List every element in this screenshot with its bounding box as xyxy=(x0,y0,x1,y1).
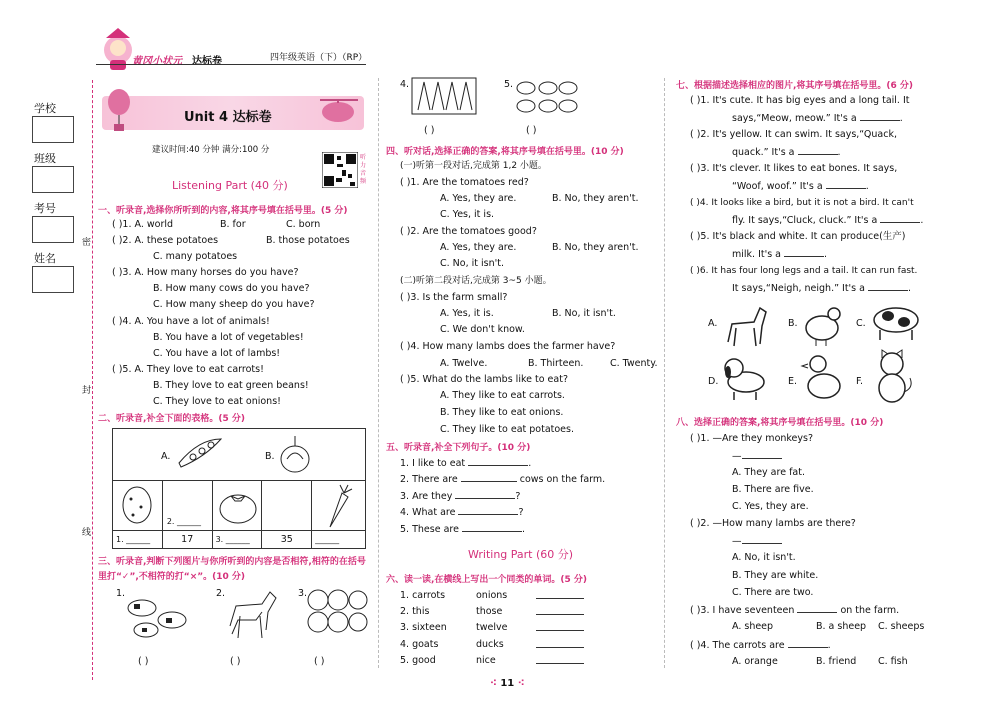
page-ornament-right: ⁖ xyxy=(514,678,525,689)
s7-blank-1[interactable] xyxy=(860,112,900,121)
dog-icon xyxy=(720,352,770,402)
s8-q1: ( )1. —Are they monkeys? xyxy=(690,433,814,444)
s1-q3-c: C. How many sheep do you have? xyxy=(153,299,315,310)
s4-q2-b: B. No, they aren't. xyxy=(552,242,639,253)
cow-icon xyxy=(868,302,922,342)
section5-heading: 五、听录音,补全下列句子。(10 分) xyxy=(386,443,531,453)
s6-c1-5: 5. good xyxy=(400,655,436,666)
horses-picture xyxy=(222,586,282,644)
s8-q3-b: B. a sheep xyxy=(816,621,867,632)
s3-answer-3[interactable]: ( ) xyxy=(314,656,325,667)
s7-line-12: It says,“Neigh, neigh.” It's a . xyxy=(732,283,912,294)
s8-q1-c: C. Yes, they are. xyxy=(732,501,809,512)
s6-blank-5[interactable] xyxy=(536,655,584,664)
page-ornament-left: ⁖ xyxy=(490,678,501,689)
s7-blank-5[interactable] xyxy=(784,248,824,257)
seal-char-3: 线 xyxy=(82,528,92,538)
s1-q5: ( )5. A. They love to eat carrots! xyxy=(112,364,264,375)
s8-q2: ( )2. —How many lambs are there? xyxy=(690,518,856,529)
label-b: B. xyxy=(265,451,275,462)
s6-c2-1: onions xyxy=(476,590,508,601)
column-divider-1 xyxy=(378,78,379,668)
s4-q2: ( )2. Are the tomatoes good? xyxy=(400,226,537,237)
s7-line-8: fly. It says,“Cluck, cluck.” It's a . xyxy=(732,215,924,226)
s7-line-10: milk. It's a . xyxy=(732,249,828,260)
section1-heading: 一、听录音,选择你所听到的内容,将其序号填在括号里。(5 分) xyxy=(98,206,348,216)
s3-answer-2[interactable]: ( ) xyxy=(230,656,241,667)
s1-q3: ( )3. A. How many horses do you have? xyxy=(112,267,299,278)
section2-heading: 二、听录音,补全下面的表格。(5 分) xyxy=(98,414,246,424)
s8-q2-b: B. They are white. xyxy=(732,570,819,581)
animal-label-d: D. xyxy=(708,376,719,387)
s8-q3-c: C. sheeps xyxy=(878,621,925,632)
cell-blank-2[interactable] xyxy=(162,481,212,531)
s8-q4-c: C. fish xyxy=(878,656,908,667)
s3-answer-5[interactable]: ( ) xyxy=(526,125,537,136)
section6-heading: 六、读一读,在横线上写出一个同类的单词。(5 分) xyxy=(386,575,588,585)
s5-blank-4[interactable] xyxy=(458,506,518,515)
cell-blank-4 xyxy=(262,481,312,531)
page-number-text: 11 xyxy=(500,678,515,689)
s4-q4-b: B. Thirteen. xyxy=(528,358,584,369)
exam-number-label: 考号 xyxy=(34,202,56,215)
s4-q5-c: C. They like to eat potatoes. xyxy=(440,424,574,435)
name-field[interactable] xyxy=(32,266,74,293)
s8-blank-4[interactable] xyxy=(788,639,828,648)
school-field[interactable] xyxy=(32,116,74,143)
s6-c1-1: 1. carrots xyxy=(400,590,446,601)
s5-line-4: 4. What are ? xyxy=(400,507,524,518)
carrots-picture xyxy=(410,76,478,118)
s3-num-1: 1. xyxy=(116,588,126,599)
class-field[interactable] xyxy=(32,166,74,193)
s1-q4-c: C. You have a lot of lambs! xyxy=(153,348,281,359)
s5-line-5: 5. These are . xyxy=(400,524,525,535)
s6-c2-2: those xyxy=(476,606,503,617)
s3-num-3: 3. xyxy=(298,588,308,599)
s8-q1-a: A. They are fat. xyxy=(732,467,805,478)
section8-heading: 八、选择正确的答案,将其序号填在括号里。(10 分) xyxy=(676,418,884,428)
s4-q4-a: A. Twelve. xyxy=(440,358,488,369)
s8-q3: ( )3. I have seventeen on the farm. xyxy=(690,605,900,616)
table-answer-2: 2. ______ xyxy=(166,517,202,526)
balloon-icon xyxy=(106,88,132,132)
green-bean-icon xyxy=(175,435,225,469)
s1-q4-b: B. You have a lot of vegetables! xyxy=(153,332,304,343)
s6-blank-3[interactable] xyxy=(536,622,584,631)
onion-icon xyxy=(277,433,313,475)
column-divider-2 xyxy=(664,78,665,668)
s3-answer-4[interactable]: ( ) xyxy=(424,125,435,136)
s5-blank-1[interactable] xyxy=(468,457,528,466)
time-score: 建议时间:40 分钟 满分:100 分 xyxy=(152,145,270,155)
table-answer-3[interactable]: 3. ______ xyxy=(212,531,262,549)
tomatoes-picture xyxy=(304,588,368,634)
logo-text: 黄冈小状元 xyxy=(132,56,182,67)
s4-part1: (一)听第一段对话,完成第 1,2 小题。 xyxy=(400,161,547,171)
s4-q2-a: A. Yes, they are. xyxy=(440,242,517,253)
horse-icon xyxy=(722,302,770,348)
cat-icon xyxy=(868,348,914,404)
s8-q2-c: C. There are two. xyxy=(732,587,814,598)
animal-label-c: C. xyxy=(856,318,866,329)
s3-answer-1[interactable]: ( ) xyxy=(138,656,149,667)
s8-q1-dash: — xyxy=(732,450,782,463)
s6-c2-4: ducks xyxy=(476,639,504,650)
s4-q3-a: A. Yes, it is. xyxy=(440,308,494,319)
s7-line-1: ( )1. It's cute. It has big eyes and a long tail. It xyxy=(690,95,910,106)
s8-q1-b: B. There are five. xyxy=(732,484,814,495)
tomato-icon xyxy=(217,487,259,525)
s4-part2: (二)听第二段对话,完成第 3~5 小题。 xyxy=(400,276,552,286)
s3-num-4: 4. xyxy=(400,79,410,90)
section7-heading: 七、根据描述选择相应的图片,将其序号填在括号里。(6 分) xyxy=(676,81,914,91)
seal-char-2: 封 xyxy=(82,386,92,396)
grade-label: 四年级英语（下）（RP） xyxy=(270,53,368,63)
unit-title: Unit 4 达标卷 xyxy=(184,110,272,125)
s4-q5-b: B. They like to eat onions. xyxy=(440,407,564,418)
cows-picture xyxy=(122,590,194,642)
s1-q5-c: C. They love to eat onions! xyxy=(153,396,281,407)
qr-code-icon xyxy=(322,152,358,188)
s4-q1-c: C. Yes, it is. xyxy=(440,209,495,220)
s4-q5-a: A. They like to eat carrots. xyxy=(440,390,565,401)
potato-icon xyxy=(119,485,155,525)
school-label: 学校 xyxy=(34,102,56,115)
s4-q1-a: A. Yes, they are. xyxy=(440,193,517,204)
s1-q2-b: B. those potatoes xyxy=(266,235,350,246)
table-value-17: 17 xyxy=(162,531,212,549)
s6-c2-5: nice xyxy=(476,655,496,666)
s6-c2-3: twelve xyxy=(476,622,508,633)
s6-c1-4: 4. goats xyxy=(400,639,439,650)
table-answer-1[interactable]: 1. ______ xyxy=(113,531,163,549)
s8-q2-dash: — xyxy=(732,535,782,548)
s4-q3: ( )3. Is the farm small? xyxy=(400,292,508,303)
potato-cell xyxy=(113,481,163,531)
s8-q4-b: B. friend xyxy=(816,656,857,667)
s6-blank-1[interactable] xyxy=(536,590,584,599)
s7-line-6: “Woof, woof.” It's a . xyxy=(732,181,869,192)
s4-q5: ( )5. What do the lambs like to eat? xyxy=(400,374,568,385)
section3-heading-text: 三、听录音,判断下列图片与你所听到的内容是否相符,相符的在括号里打“✓”,不相符的打“×”。(10 分) xyxy=(98,557,366,582)
carrot-icon xyxy=(322,483,356,529)
s5-line-1: 1. I like to eat . xyxy=(400,458,532,469)
qr-note: 听力音频 xyxy=(360,154,367,185)
table-value-35: 35 xyxy=(262,531,312,549)
table-top-row xyxy=(113,429,366,481)
animal-label-f: F. xyxy=(856,376,863,387)
seal-char-1: 密 xyxy=(82,238,92,248)
s4-q3-b: B. No, it isn't. xyxy=(552,308,616,319)
s3-num-2: 2. xyxy=(216,588,226,599)
s4-q4: ( )4. How many lambs does the farmer have? xyxy=(400,341,616,352)
s5-blank-2[interactable] xyxy=(461,473,517,482)
section3-heading xyxy=(98,555,370,585)
s6-c1-3: 3. sixteen xyxy=(400,622,447,633)
animal-label-e: E. xyxy=(788,376,798,387)
class-label: 班级 xyxy=(34,152,56,165)
exam-number-field[interactable] xyxy=(32,216,74,243)
hen-icon xyxy=(800,302,846,348)
s8-q3-a: A. sheep xyxy=(732,621,774,632)
s4-q1: ( )1. Are the tomatoes red? xyxy=(400,177,529,188)
animal-label-b: B. xyxy=(788,318,798,329)
table-answer-4[interactable]: ______ xyxy=(312,531,366,549)
vegetable-table xyxy=(112,428,366,549)
s1-q1: ( )1. A. world xyxy=(112,219,174,230)
s8-blank-1[interactable] xyxy=(742,450,782,459)
s1-q2: ( )2. A. these potatoes xyxy=(112,235,219,246)
s7-blank-3[interactable] xyxy=(826,180,866,189)
listening-title: Listening Part (40 分) xyxy=(172,179,288,192)
s6-blank-4[interactable] xyxy=(536,639,584,648)
s1-q5-b: B. They love to eat green beans! xyxy=(153,380,309,391)
s4-q4-c: C. Twenty. xyxy=(610,358,658,369)
s1-q3-b: B. How many cows do you have? xyxy=(153,283,310,294)
s7-line-3: ( )2. It's yellow. It can swim. It says,“Quack, xyxy=(690,129,897,140)
s6-blank-2[interactable] xyxy=(536,606,584,615)
s6-c1-2: 2. this xyxy=(400,606,430,617)
label-a: A. xyxy=(161,451,171,462)
s5-line-2: 2. There are cows on the farm. xyxy=(400,474,606,485)
s8-q2-a: A. No, it isn't. xyxy=(732,552,796,563)
s1-q4: ( )4. A. You have a lot of animals! xyxy=(112,316,270,327)
s7-blank-4[interactable] xyxy=(880,214,920,223)
helicopter-icon xyxy=(316,94,362,128)
tomato-cell xyxy=(212,481,262,531)
section4-heading: 四、听对话,选择正确的答案,将其序号填在括号里。(10 分) xyxy=(386,147,624,157)
s5-blank-5[interactable] xyxy=(462,523,522,532)
s3-num-5: 5. xyxy=(504,79,514,90)
s7-line-4: quack.” It's a . xyxy=(732,147,841,158)
s4-q1-b: B. No, they aren't. xyxy=(552,193,639,204)
name-label: 姓名 xyxy=(34,252,56,265)
lambs-picture xyxy=(512,76,580,118)
header-rule xyxy=(96,64,366,65)
s4-q2-c: C. No, it isn't. xyxy=(440,258,504,269)
s8-blank-3[interactable] xyxy=(797,604,837,613)
s7-line-5: ( )3. It's clever. It likes to eat bones. It says, xyxy=(690,163,898,174)
page-number xyxy=(490,678,525,689)
s5-blank-3[interactable] xyxy=(455,490,515,499)
s7-line-11: ( )6. It has four long legs and a tail. It can run fast. xyxy=(690,266,918,276)
carrot-cell xyxy=(312,481,366,531)
s1-q2-c: C. many potatoes xyxy=(153,251,238,262)
s7-line-7: ( )4. It looks like a bird, but it is not a bird. It can't xyxy=(690,198,914,208)
s8-q4-a: A. orange xyxy=(732,656,778,667)
writing-title: Writing Part (60 分) xyxy=(468,548,574,561)
s7-blank-2[interactable] xyxy=(798,146,838,155)
logo-subtitle: 达标卷 xyxy=(192,56,222,67)
s7-line-9: ( )5. It's black and white. It can produce(生产) xyxy=(690,231,906,242)
s7-line-2: says,“Meow, meow.” It's a . xyxy=(732,113,903,124)
s7-blank-6[interactable] xyxy=(868,282,908,291)
s5-line-3: 3. Are they ? xyxy=(400,491,521,502)
duck-icon xyxy=(800,352,846,402)
s4-q3-c: C. We don't know. xyxy=(440,324,525,335)
seal-line xyxy=(92,80,93,680)
s1-q1-c: C. born xyxy=(286,219,321,230)
s8-q4: ( )4. The carrots are . xyxy=(690,640,831,651)
s1-q1-b: B. for xyxy=(220,219,246,230)
s8-blank-2[interactable] xyxy=(742,535,782,544)
animal-label-a: A. xyxy=(708,318,718,329)
